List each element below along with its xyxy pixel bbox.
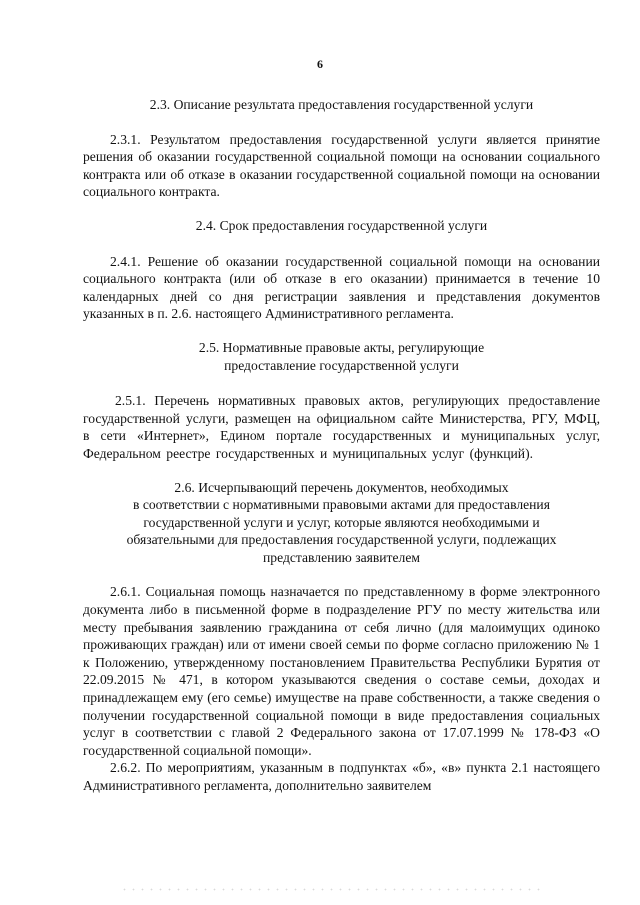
section-heading-2-4: 2.4. Срок предоставления государственной услуги [195, 217, 488, 233]
page-number: 6 [317, 57, 323, 71]
section-heading-2-5 [83, 339, 600, 374]
paragraph-2-3-1: 2.3.1. Результатом предоставления государственной услуги является принятие решения об оказании государственной социальной помощи на основании социального контракта или об отказе в оказании государственной социальной помощи на основании социального контракта. [83, 131, 600, 200]
section-heading-2-3: 2.3. Описание результата предоставления государственной услуги [149, 97, 534, 112]
section-heading-2-5-line-2: предоставление государственной услуги [224, 357, 459, 373]
document-body [83, 96, 600, 795]
section-heading-2-6-line-3: государственной услуги и услуг, которые являются необходимыми и [143, 514, 540, 530]
section-heading-2-6-line-1: 2.6. Исчерпывающий перечень документов, необходимых [174, 479, 509, 495]
paragraph-2-6-1: 2.6.1. Социальная помощь назначается по представленному в форме электронного документа либо в письменной форме в подразделение РГУ по месту жительства или месту пребывания заявлению гражданина от себя лично (для малоимущих одиноко проживающих граждан) или от имени своей семьи по форме согласно приложению № 1 к Положению, утвержденному постановлением Правительства Республики Бурятия от 22.09.2015 № 471, в котором указываются сведения о составе семьи, доходах и принадлежащем ему (его семье) имуществе на праве собственности, а также сведения о получении государственной социальной помощи в виде предоставления социальных услуг в соответствии с главой 2 Федерального закона от 17.07.1999 № 178-ФЗ «О государственной социальной помощи». [83, 584, 600, 758]
paragraph-2-6-2: 2.6.2. По мероприятиям, указанным в подпунктах «б», «в» пункта 2.1 настоящего Административного регламента, дополнительно заявителем [83, 760, 600, 793]
paragraph-2-4-1: 2.4.1. Решение об оказании государственной социальной помощи на основании социального контракта (или об отказе в его оказании) принимается в течение 10 календарных дней со дня регистрации заявления и представления документов указанных в п. 2.6. настоящего Административного регламента. [83, 253, 600, 322]
section-heading-2-6-line-4: обязательными для предоставления государственной услуги, подлежащих [126, 532, 557, 548]
section-heading-2-5-line-1: 2.5. Нормативные правовые акты, регулирующие [198, 339, 485, 355]
scan-artifact [120, 888, 540, 891]
section-heading-2-6 [83, 479, 600, 567]
section-heading-2-6-line-5: представлению заявителем [263, 549, 420, 565]
paragraph-2-5-1: 2.5.1. Перечень нормативных правовых актов, регулирующих предоставление государственной услуги, размещен на официальном сайте Министерства, РГУ, МФЦ, в сети «Интернет», Едином портале государственных и муниципальных услуг, Федеральном реестре государственных и муниципальных услуг (функций). [83, 393, 600, 461]
section-heading-2-6-line-2: в соответствии с нормативными правовыми актами для предоставления [133, 497, 550, 513]
